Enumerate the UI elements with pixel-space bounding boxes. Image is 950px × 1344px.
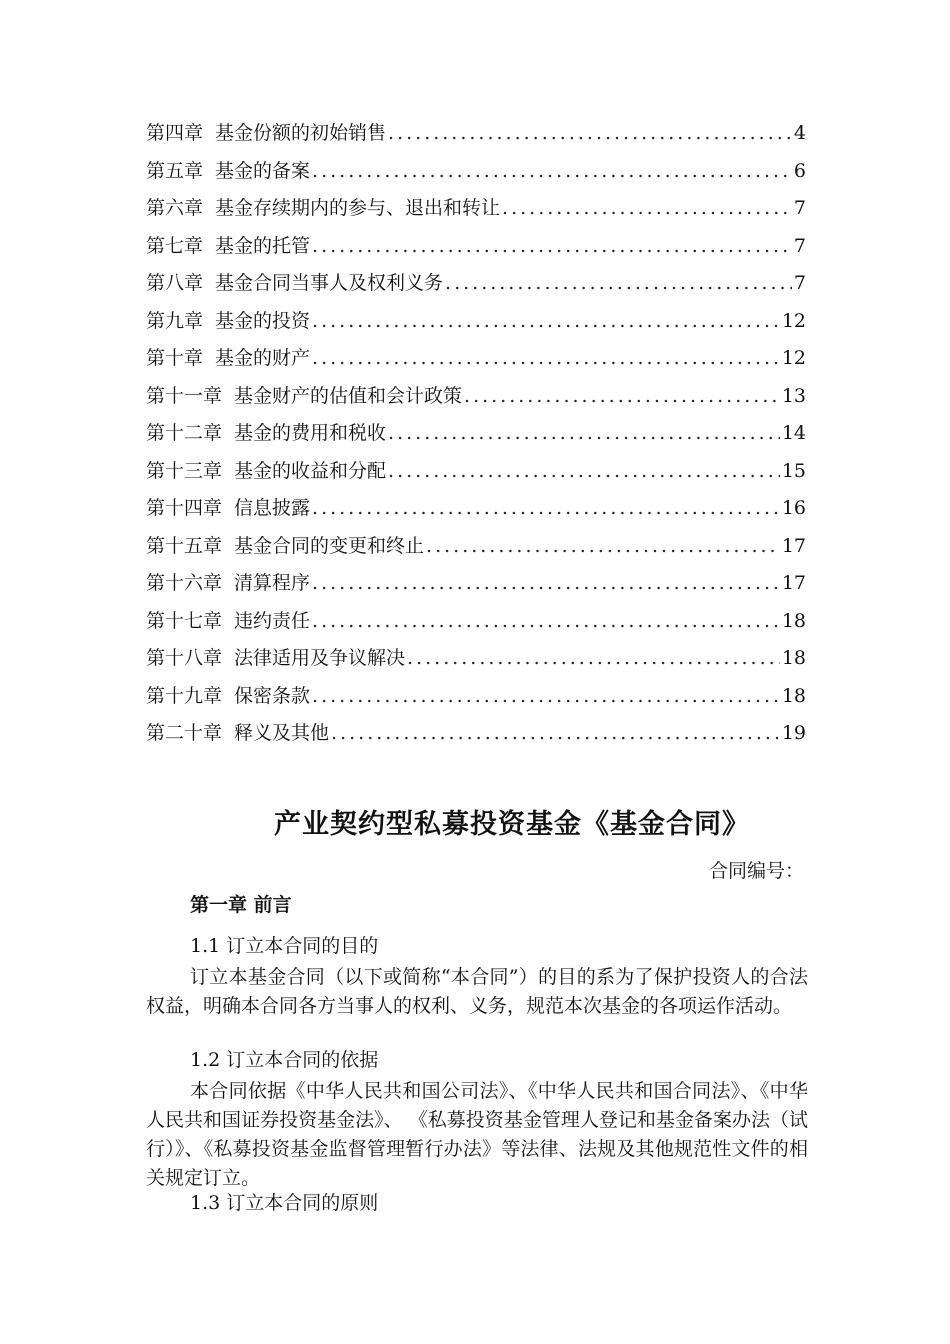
toc-entry[interactable] <box>146 681 806 719</box>
toc-leader-dots <box>312 497 780 519</box>
toc-chapter-title: 释义及其他 <box>234 722 330 744</box>
toc-page-number: 18 <box>781 647 806 669</box>
toc-chapter-number: 第十六章 <box>146 572 223 594</box>
toc-page-number: 15 <box>781 459 806 482</box>
toc-chapter-title: 基金存续期内的参与、退出和转让 <box>215 197 501 219</box>
toc-page-number: 12 <box>781 347 806 369</box>
toc-page-number: 17 <box>781 534 806 557</box>
toc-chapter-title: 基金的费用和税收 <box>234 422 387 444</box>
toc-chapter-title: 违约责任 <box>234 609 311 632</box>
toc-chapter-number: 第十三章 <box>146 459 223 482</box>
toc-page-number: 7 <box>793 234 806 257</box>
toc-leader-dots <box>312 685 780 707</box>
toc-chapter-number: 第八章 <box>146 272 204 294</box>
toc-leader-dots <box>445 272 792 294</box>
toc-page-number: 16 <box>781 497 806 519</box>
toc-page-number: 7 <box>793 272 806 294</box>
toc-entry[interactable] <box>146 643 806 681</box>
toc-entry[interactable] <box>146 156 806 194</box>
toc-chapter-title: 基金的财产 <box>215 347 311 369</box>
toc-chapter-title: 基金合同的变更和终止 <box>234 534 425 557</box>
toc-leader-dots <box>312 610 780 632</box>
toc-leader-dots <box>312 235 792 257</box>
toc-chapter-title: 清算程序 <box>234 572 311 594</box>
toc-page-number: 17 <box>781 572 806 594</box>
toc-leader-dots <box>388 122 792 144</box>
section-heading: 1.3 订立本合同的原则 <box>190 1192 379 1214</box>
toc-page-number: 18 <box>781 684 806 707</box>
toc-page-number: 13 <box>781 384 806 407</box>
toc-chapter-title: 基金的备案 <box>215 159 311 182</box>
toc-leader-dots <box>407 647 780 669</box>
toc-entry[interactable] <box>146 531 806 569</box>
toc-entry[interactable] <box>146 606 806 644</box>
toc-leader-dots <box>388 422 780 444</box>
toc-chapter-number: 第十一章 <box>146 384 223 407</box>
toc-leader-dots <box>312 347 780 369</box>
toc-entry[interactable] <box>146 381 806 419</box>
toc-chapter-title: 基金的收益和分配 <box>234 459 387 482</box>
toc-page-number: 12 <box>781 309 806 332</box>
toc-page-number: 6 <box>793 159 806 182</box>
toc-chapter-number: 第十二章 <box>146 422 223 444</box>
toc-chapter-number: 第十章 <box>146 347 204 369</box>
toc-chapter-title: 基金财产的估值和会计政策 <box>234 384 463 407</box>
toc-entry[interactable] <box>146 718 806 756</box>
toc-leader-dots <box>331 722 780 744</box>
toc-entry[interactable] <box>146 456 806 494</box>
toc-page-number: 4 <box>793 122 806 144</box>
toc-leader-dots <box>312 310 780 332</box>
toc-entry[interactable] <box>146 193 806 231</box>
toc-chapter-number: 第五章 <box>146 159 204 182</box>
section-heading: 1.2 订立本合同的依据 <box>190 1049 379 1071</box>
document-title: 产业契约型私募投资基金《基金合同》 <box>274 809 750 840</box>
toc-page-number: 14 <box>781 422 806 444</box>
toc-chapter-title: 信息披露 <box>234 497 311 519</box>
toc-leader-dots <box>312 160 792 182</box>
toc-entry[interactable] <box>146 568 806 606</box>
toc-chapter-title: 基金的托管 <box>215 234 311 257</box>
toc-chapter-number: 第二十章 <box>146 722 223 744</box>
toc-leader-dots <box>502 197 792 219</box>
toc-chapter-number: 第十七章 <box>146 609 223 632</box>
toc-entry[interactable] <box>146 343 806 381</box>
toc-chapter-number: 第十五章 <box>146 534 223 557</box>
toc-entry[interactable] <box>146 268 806 306</box>
toc-page-number: 7 <box>793 197 806 219</box>
toc-leader-dots <box>312 572 780 594</box>
toc-entry[interactable] <box>146 231 806 269</box>
toc-chapter-title: 基金合同当事人及权利义务 <box>215 272 444 294</box>
paragraph: 订立本基金合同（以下或简称“本合同”）的目的系为了保护投资人的合法权益，明确本合同各方当事人的权利、义务，规范本次基金的各项运作活动。 <box>146 966 808 1017</box>
toc-chapter-title: 法律适用及争议解决 <box>234 647 406 669</box>
toc-chapter-number: 第九章 <box>146 309 204 332</box>
toc-leader-dots <box>426 535 780 557</box>
toc-entry[interactable] <box>146 306 806 344</box>
toc-chapter-number: 第十九章 <box>146 684 223 707</box>
toc-entry[interactable] <box>146 493 806 531</box>
toc-chapter-title: 基金份额的初始销售 <box>215 122 387 144</box>
contract-number-label: 合同编号： <box>708 860 804 882</box>
toc-chapter-number: 第十四章 <box>146 497 223 519</box>
toc-chapter-number: 第六章 <box>146 197 204 219</box>
section-heading: 1.1 订立本合同的目的 <box>190 935 379 957</box>
toc-page-number: 19 <box>781 722 806 744</box>
paragraph: 本合同依据《中华人民共和国公司法》、《中华人民共和国合同法》、《中华人民共和国证券投资基金法》、 《私募投资基金管理人登记和基金备案办法（试行）》、《私募投资基金监督管理暂行办法》等法律、法规及其他规范性文件的相关规定订立。 <box>146 1080 808 1189</box>
toc-entry[interactable] <box>146 118 806 156</box>
toc-chapter-number: 第四章 <box>146 122 204 144</box>
toc-chapter-title: 保密条款 <box>234 684 311 707</box>
toc-leader-dots <box>464 385 780 407</box>
toc-chapter-number: 第七章 <box>146 234 204 257</box>
toc-chapter-number: 第十八章 <box>146 647 223 669</box>
chapter-heading: 第一章 前言 <box>190 894 292 916</box>
toc-leader-dots <box>388 460 780 482</box>
toc-chapter-title: 基金的投资 <box>215 309 311 332</box>
table-of-contents <box>146 118 806 756</box>
toc-page-number: 18 <box>781 609 806 632</box>
toc-entry[interactable] <box>146 418 806 456</box>
